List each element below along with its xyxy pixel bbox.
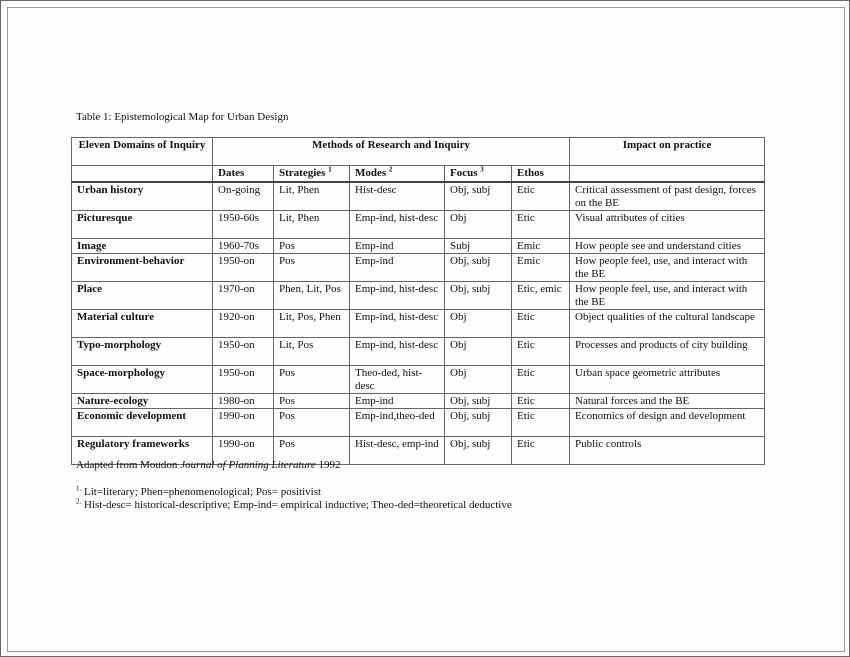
cell-impact: How people feel, use, and interact with the BE xyxy=(570,282,765,310)
cell-dates: 1990-on xyxy=(213,437,274,465)
cell-dates: 1980-on xyxy=(213,394,274,409)
cell-domain: Picturesque xyxy=(72,211,213,239)
cell-dates: 1950-on xyxy=(213,254,274,282)
cell-impact: How people see and understand cities xyxy=(570,239,765,254)
header-strategies xyxy=(274,166,350,183)
footnote-2 xyxy=(76,499,512,511)
cell-focus: Obj xyxy=(445,310,512,338)
cell-ethos: Etic xyxy=(512,437,570,465)
header-blank xyxy=(72,166,213,183)
cell-strategies: Lit, Pos, Phen xyxy=(274,310,350,338)
header-focus-footnote: 3 xyxy=(480,165,484,174)
cell-domain: Nature-ecology xyxy=(72,394,213,409)
cell-impact: How people feel, use, and interact with the BE xyxy=(570,254,765,282)
cell-impact: Public controls xyxy=(570,437,765,465)
cell-ethos: Etic xyxy=(512,366,570,394)
cell-domain: Place xyxy=(72,282,213,310)
cell-dates: 1950-on xyxy=(213,366,274,394)
cell-ethos: Emic xyxy=(512,254,570,282)
cell-strategies: Phen, Lit, Pos xyxy=(274,282,350,310)
cell-domain: Image xyxy=(72,239,213,254)
cell-ethos: Etic xyxy=(512,338,570,366)
cell-strategies: Pos xyxy=(274,366,350,394)
cell-dates: 1970-on xyxy=(213,282,274,310)
header-strategies-label: Strategies xyxy=(279,167,326,179)
header-strategies-footnote: 1 xyxy=(328,165,332,174)
cell-focus: Obj, subj xyxy=(445,254,512,282)
cell-focus: Obj xyxy=(445,211,512,239)
cell-domain: Material culture xyxy=(72,310,213,338)
table-row xyxy=(72,239,765,254)
cell-strategies: Pos xyxy=(274,254,350,282)
header-modes-footnote: 2 xyxy=(388,165,393,174)
footnote-1 xyxy=(76,486,321,498)
header-domains: Eleven Domains of Inquiry xyxy=(72,138,213,166)
cell-strategies: Pos xyxy=(274,239,350,254)
header-modes xyxy=(350,166,445,183)
cell-focus: Obj, subj xyxy=(445,394,512,409)
table-row xyxy=(72,366,765,394)
cell-ethos: Etic xyxy=(512,211,570,239)
cell-ethos: Etic, emic xyxy=(512,282,570,310)
cell-strategies: Pos xyxy=(274,409,350,437)
table-body xyxy=(72,182,765,465)
cell-dates: 1990-on xyxy=(213,409,274,437)
cell-strategies: Pos xyxy=(274,437,350,465)
header-impact: Impact on practice xyxy=(570,138,765,166)
cell-strategies: Lit, Pos xyxy=(274,338,350,366)
footnote-2-mark: 2. xyxy=(76,497,82,506)
cell-strategies: Lit, Phen xyxy=(274,211,350,239)
cell-domain: Economic development xyxy=(72,409,213,437)
footnote-1-text: Lit=literary; Phen=phenomenological; Pos= positivist xyxy=(81,486,322,498)
cell-domain: Environment-behavior xyxy=(72,254,213,282)
cell-modes: Emp-ind,theo-ded xyxy=(350,409,445,437)
table-caption: Table 1: Epistemological Map for Urban Design xyxy=(76,111,289,123)
cell-modes: Emp-ind xyxy=(350,394,445,409)
source-journal: Journal of Planning Literature xyxy=(180,459,316,471)
cell-modes: Hist-desc, emp-ind xyxy=(350,437,445,465)
cell-focus: Obj, subj xyxy=(445,282,512,310)
cell-focus: Obj, subj xyxy=(445,409,512,437)
cell-modes: Theo-ded, hist-desc xyxy=(350,366,445,394)
cell-focus: Obj, subj xyxy=(445,182,512,211)
epistemological-table xyxy=(71,137,765,465)
footnote-2-text: Hist-desc= historical-descriptive; Emp-ind= empirical inductive; Theo-ded=theoretical deductive xyxy=(81,499,512,511)
source-prefix: Adapted from Moudon xyxy=(76,459,181,471)
cell-ethos: Etic xyxy=(512,409,570,437)
cell-dates: 1950-60s xyxy=(213,211,274,239)
cell-focus: Obj xyxy=(445,338,512,366)
table-row xyxy=(72,409,765,437)
header-modes-label: Modes xyxy=(355,167,387,179)
table-row xyxy=(72,394,765,409)
cell-modes: Emp-ind, hist-desc xyxy=(350,211,445,239)
cell-modes: Emp-ind xyxy=(350,239,445,254)
table-row xyxy=(72,338,765,366)
cell-domain: Typo-morphology xyxy=(72,338,213,366)
header-focus xyxy=(445,166,512,183)
cell-strategies: Lit, Phen xyxy=(274,182,350,211)
cell-impact: Natural forces and the BE xyxy=(570,394,765,409)
cell-impact: Critical assessment of past design, forces on the BE xyxy=(570,182,765,211)
table-row xyxy=(72,310,765,338)
footnote-1-mark: 1. xyxy=(76,484,82,493)
header-impact-blank xyxy=(570,166,765,183)
cell-impact: Urban space geometric attributes xyxy=(570,366,765,394)
table-source xyxy=(76,459,341,471)
cell-ethos: Etic xyxy=(512,394,570,409)
cell-modes: Emp-ind xyxy=(350,254,445,282)
cell-dates: On-going xyxy=(213,182,274,211)
cell-impact: Visual attributes of cities xyxy=(570,211,765,239)
cell-domain: Urban history xyxy=(72,182,213,211)
cell-impact: Processes and products of city building xyxy=(570,338,765,366)
cell-modes: Emp-ind, hist-desc xyxy=(350,282,445,310)
cell-modes: Hist-desc xyxy=(350,182,445,211)
table-row xyxy=(72,254,765,282)
cell-ethos: Etic xyxy=(512,182,570,211)
cell-dates: 1920-on xyxy=(213,310,274,338)
table-row xyxy=(72,282,765,310)
cell-dates: 1960-70s xyxy=(213,239,274,254)
header-ethos: Ethos xyxy=(512,166,570,183)
cell-strategies: Pos xyxy=(274,394,350,409)
cell-impact: Economics of design and development xyxy=(570,409,765,437)
cell-focus: Subj xyxy=(445,239,512,254)
table-row xyxy=(72,182,765,211)
cell-modes: Emp-ind, hist-desc xyxy=(350,338,445,366)
header-focus-label: Focus xyxy=(450,167,478,179)
cell-dates: 1950-on xyxy=(213,338,274,366)
header-dates: Dates xyxy=(213,166,274,183)
cell-modes: Emp-ind, hist-desc xyxy=(350,310,445,338)
cell-focus: Obj, subj xyxy=(445,437,512,465)
cell-domain: Regulatory frameworks xyxy=(72,437,213,465)
cell-ethos: Etic xyxy=(512,310,570,338)
header-methods: Methods of Research and Inquiry xyxy=(213,138,570,166)
cell-focus: Obj xyxy=(445,366,512,394)
cell-domain: Space-morphology xyxy=(72,366,213,394)
cell-ethos: Emic xyxy=(512,239,570,254)
cell-impact: Object qualities of the cultural landscape xyxy=(570,310,765,338)
source-year: 1992 xyxy=(315,459,341,471)
table-row xyxy=(72,211,765,239)
